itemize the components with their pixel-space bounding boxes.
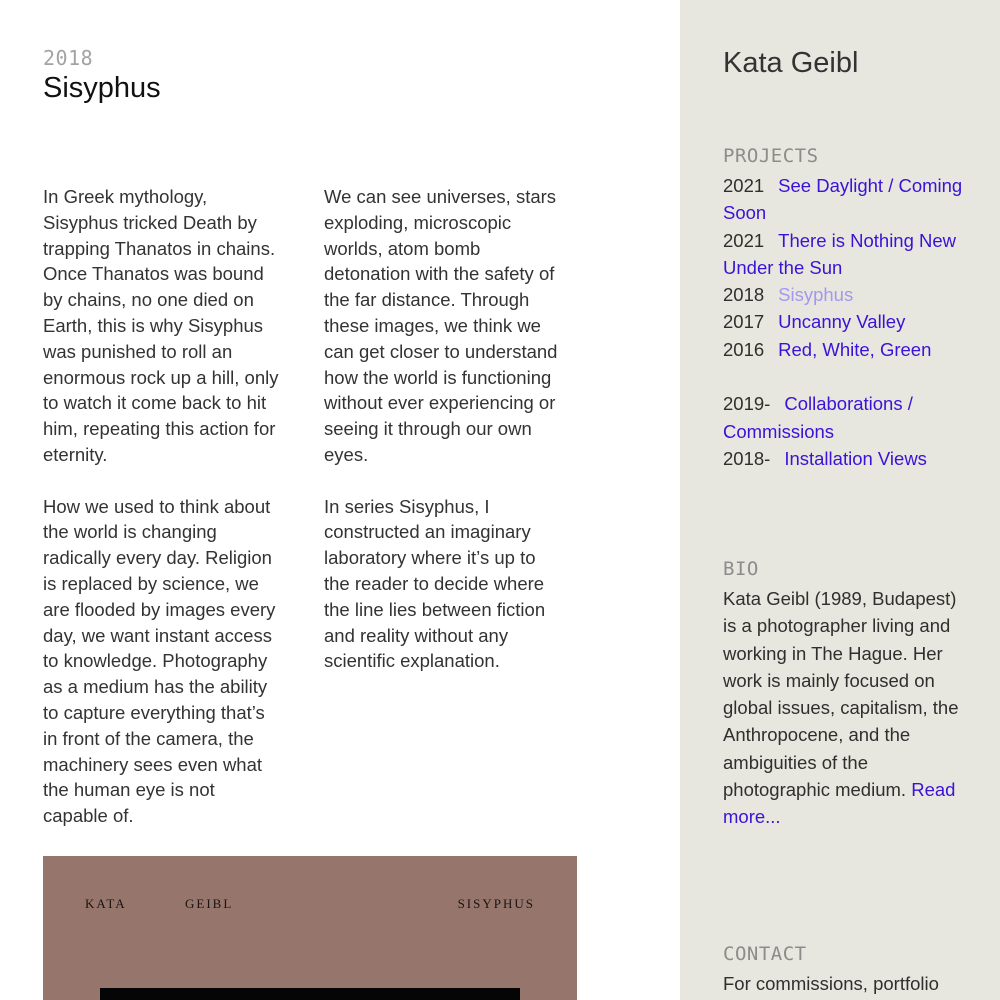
paragraph: We can see universes, stars exploding, microscopic worlds, atom bomb detonation with the safety of the far distance. Through these images, we think we can get closer to understand how the world is functioning without ever experiencing or seeing it through our own eyes. [324,186,558,465]
contact-text: For commissions, portfolio [723,973,939,994]
project-link-nothing-new[interactable]: There is Nothing New Under the Sun [723,229,957,278]
cover-caption-first: KATA [85,896,127,911]
paragraph: In Greek mythology, Sisyphus tricked Death by trapping Thanatos in chains. Once Thanatos was bound by chains, no one died on Earth, this is why Sisyphus was punished to roll an enormous rock up a hill, only to watch it come back to hit him, repeating this action for eternity. [43,186,279,465]
text-column-left [43,184,301,855]
site-name-link[interactable]: Kata Geibl [723,47,859,79]
spacer [723,363,973,390]
cover-caption-series: SISYPHUS [457,896,535,911]
read-more-link[interactable]: Read more... [723,779,956,828]
project-item-current [723,281,973,308]
project-year: 2021 [723,175,765,196]
bio-heading: BIO [723,558,759,580]
paragraph: How we used to think about the world is changing radically every day. Religion is replaced by science, we are flooded by images every day, we want instant access to knowledge. Photography as a medium has the ability to capture everything that’s in front of the camera, the machinery sees even what the human eye is not capable of. [43,495,276,827]
projects-heading: PROJECTS [723,145,819,167]
project-year: 2021 [723,229,765,251]
project-item [723,172,973,227]
page-title: Sisyphus [43,72,161,104]
cover-caption-last: GEIBL [185,896,234,911]
project-link-collaborations[interactable]: Collaborations / Commissions [723,393,913,442]
project-item [723,390,973,445]
project-item [723,308,973,335]
bio-text [723,585,963,831]
projects-list [723,172,973,472]
project-link-see-daylight[interactable]: See Daylight / Coming Soon [723,175,963,224]
project-item [723,336,973,363]
cover-photo [100,988,520,1000]
project-year: 2019- [723,393,771,415]
project-link-uncanny-valley[interactable]: Uncanny Valley [778,311,906,333]
project-year: 2016 [723,338,765,360]
work-year: 2018 [43,46,94,70]
project-year: 2018- [723,447,771,469]
contact-heading: CONTACT [723,943,807,965]
bio-body: Kata Geibl (1989, Budapest) is a photographer living and working in The Hague. Her work is mainly focused on global issues, capitalism, the Anthropocene, and the ambiguities of the photographic medium. [723,588,959,801]
project-link-sisyphus[interactable]: Sisyphus [778,284,854,306]
text-column-right [324,184,582,700]
sidebar [680,0,1000,1000]
project-year: 2018 [723,284,765,306]
project-link-red-white-green[interactable]: Red, White, Green [778,338,932,360]
project-year: 2017 [723,311,765,333]
project-item [723,227,973,282]
book-cover-image [43,856,577,1000]
paragraph: In series Sisyphus, I constructed an imaginary laboratory where it’s up to the reader to decide where the line lies between fiction and reality without any scientific explanation. [324,495,546,672]
project-item [723,445,973,472]
project-link-installation-views[interactable]: Installation Views [784,447,927,469]
